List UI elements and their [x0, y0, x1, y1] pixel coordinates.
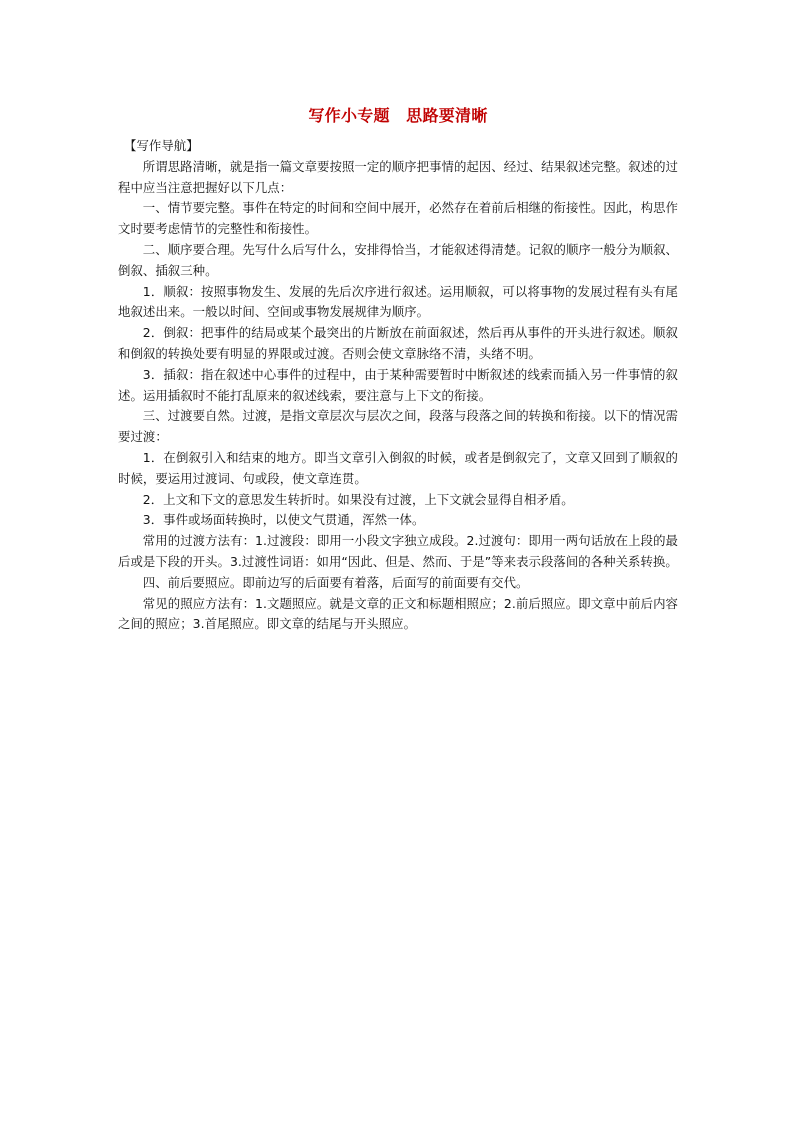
paragraph-echo-methods: 常见的照应方法有：1.文题照应。就是文章的正文和标题相照应；2.前后照应。即文章中前后内容之间的照应；3.首尾照应。即文章的结尾与开头照应。 [118, 595, 678, 632]
paragraph-intro: 所谓思路清晰，就是指一篇文章要按照一定的顺序把事情的起因、经过、结果叙述完整。叙述的过程中应当注意把握好以下几点： [118, 158, 678, 195]
section-heading: 【写作导航】 [124, 138, 199, 153]
paragraph-transition-case-2: 2．上文和下文的意思发生转折时。如果没有过渡，上下文就会显得自相矛盾。 [142, 491, 574, 507]
paragraph-transition: 三、过渡要自然。过渡，是指文章层次与层次之间，段落与段落之间的转换和衔接。以下的情况需要过渡： [118, 408, 678, 445]
paragraph-interpolation: 3．插叙：指在叙述中心事件的过程中，由于某种需要暂时中断叙述的线索而插入另一件事情的叙述。运用插叙时不能打乱原来的叙述线索，要注意与上下文的衔接。 [118, 366, 678, 403]
paragraph-transition-case-3: 3．事件或场面转换时，以使文气贯通，浑然一体。 [142, 512, 425, 528]
page-title: 写作小专题 思路要清晰 [308, 106, 488, 125]
paragraph-flashback: 2．倒叙：把事件的结局或某个最突出的片断放在前面叙述，然后再从事件的开头进行叙述。顺叙和倒叙的转换处要有明显的界限或过渡。否则会使文章脉络不清，头绪不明。 [118, 325, 678, 361]
paragraph-chronological: 1．顺叙：按照事物发生、发展的先后次序进行叙述。运用顺叙，可以将事物的发展过程有头有尾地叙述出来。一般以时间、空间或事物发展规律为顺序。 [118, 283, 678, 320]
paragraph-transition-case-1: 1．在倒叙引入和结束的地方。即当文章引入倒叙的时候，或者是倒叙完了，文章又回到了顺叙的时候，要运用过渡词、句或段，使文章连贯。 [118, 449, 678, 486]
paragraph-plot-complete: 一、情节要完整。事件在特定的时间和空间中展开，必然存在着前后相继的衔接性。因此，构思作文时要考虑情节的完整性和衔接性。 [118, 200, 678, 237]
document-content [118, 102, 678, 635]
paragraph-echo: 四、前后要照应。即前边写的后面要有着落，后面写的前面要有交代。 [142, 574, 529, 590]
paragraph-order-reasonable: 二、顺序要合理。先写什么后写什么，安排得恰当，才能叙述得清楚。记叙的顺序一般分为顺叙、倒叙、插叙三种。 [118, 241, 678, 278]
paragraph-transition-methods: 常用的过渡方法有：1.过渡段：即用一小段文字独立成段。2.过渡句：即用一两句话放在上段的最后或是下段的开头。3.过渡性词语：如用“因此、但是、然而、于是”等来表示段落间的各种关系转换。 [118, 533, 678, 569]
